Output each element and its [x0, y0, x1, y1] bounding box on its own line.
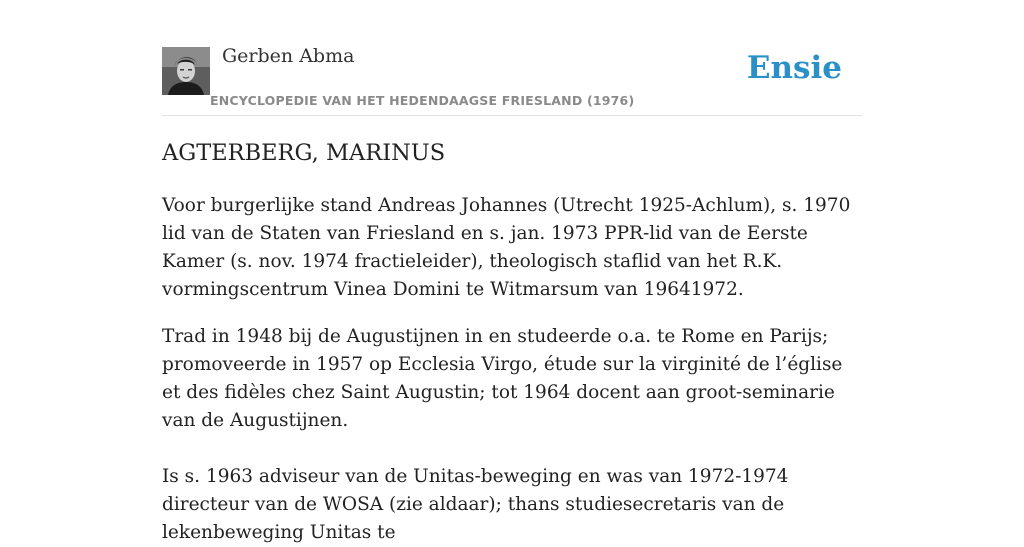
article-header: [162, 0, 862, 116]
article-page: [162, 0, 862, 543]
ensie-logo[interactable]: Ensie: [746, 50, 842, 86]
article-body: [162, 192, 862, 547]
author-link[interactable]: Gerben Abma: [222, 45, 355, 67]
article-paragraph: Voor burgerlijke stand Andreas Johannes (Utrecht 1925-Achlum), s. 1970 lid van de Staten van Friesland en s. jan. 1973 PPR-lid van de Eerste Kamer (s. nov. 1974 fractieleider), theologisch staflid van het R.K. vormingscentrum Vinea Domini te Witmarsum van 19641972.: [162, 195, 851, 300]
article-title: AGTERBERG, MARINUS: [162, 140, 446, 166]
person-portrait-icon[interactable]: [162, 47, 210, 95]
source-label: ENCYCLOPEDIE VAN HET HEDENDAAGSE FRIESLAND (1976): [210, 93, 635, 108]
article-paragraph: Trad in 1948 bij de Augustijnen in en studeerde o.a. te Rome en Parijs; promoveerde in 1957 op Ecclesia Virgo, étude sur la virginité de l’église et des fidèles chez Saint Augustin; tot 1964 docent aan groot-seminarie van de Augustijnen.: [162, 326, 843, 431]
article-paragraph: Is s. 1963 adviseur van de Unitas-beweging en was van 1972-1974 directeur van de WOSA (zie aldaar); thans studiesecretaris van de lekenbeweging Unitas te: [162, 466, 789, 543]
